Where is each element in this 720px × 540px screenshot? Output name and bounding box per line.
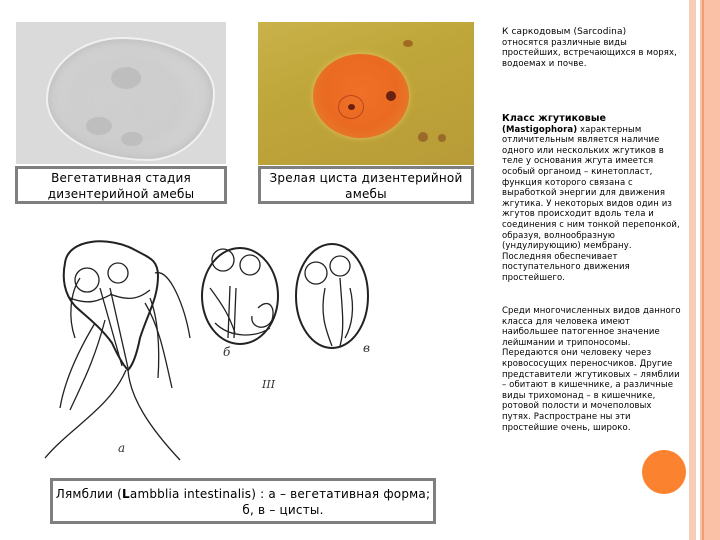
caption-vegetative-amoeba bbox=[15, 166, 227, 204]
decor-stripe-line bbox=[702, 0, 704, 540]
paragraph-heading: Класс жгутиковые bbox=[502, 113, 607, 124]
caption-line: б, в – цисты. bbox=[242, 503, 324, 517]
cyst-nucleus-dot bbox=[386, 91, 396, 101]
decor-stripe-left bbox=[689, 0, 696, 540]
caption-line bbox=[53, 486, 433, 502]
amoeba-inclusion bbox=[111, 67, 141, 89]
paragraph-mastigophora bbox=[502, 114, 682, 284]
debris bbox=[403, 40, 413, 47]
cyst-nucleus-dot bbox=[348, 104, 355, 110]
caption-lamblia bbox=[50, 478, 436, 524]
paragraph-pathogens bbox=[502, 306, 682, 433]
paragraph-text: Среди многочисленных видов данного класса для человека имеют наибольшее патогенное значение лейшмании и трипоносомы. Передаются они человеку через кровососущих переносчиков. Другие представители жгутиковых – лямблии – обитают в кишечнике, а различные виды трихомонад – в кишечнике, ротовой полости и мочеполовых путях. Распростране ны эти простейшие очень, широко. bbox=[502, 306, 681, 433]
caption-rest: ambblia intestinalis) : а – вегетативная форма; bbox=[129, 487, 431, 501]
caption-mature-cyst bbox=[258, 166, 474, 204]
vegetative-amoeba-photo bbox=[16, 22, 226, 164]
lamblia-drawing bbox=[40, 228, 390, 464]
paragraph-sarcodina bbox=[502, 27, 682, 69]
label-v: в bbox=[363, 341, 370, 355]
amoeba-inclusion bbox=[121, 132, 143, 146]
mature-cyst-photo bbox=[258, 22, 474, 165]
debris bbox=[418, 132, 428, 142]
latin-term: (Mastigophora) bbox=[502, 124, 578, 135]
caption-line: амебы bbox=[345, 187, 387, 201]
paragraph-text: относятся различные виды простейших, встречающихся в морях, водоемах и почве. bbox=[502, 37, 677, 69]
label-a: а bbox=[118, 441, 126, 455]
caption-bold-letter: L bbox=[122, 487, 130, 501]
caption-line: дизентерийной амебы bbox=[47, 187, 195, 201]
caption-line: Зрелая циста дизентерийной bbox=[269, 171, 463, 185]
amoeba-inclusion bbox=[86, 117, 112, 135]
caption-line: Вегетативная стадия bbox=[51, 171, 191, 185]
caption-prefix: Лямблии ( bbox=[55, 487, 123, 501]
decor-orange-circle bbox=[642, 450, 686, 494]
paragraph-text: характерным отличительным является наличие одного или нескольких жгутиков в теле у основания жгута имеется особый органоид – кинетопласт, функция которого связана с выработкой энергии для движения жгутика. У некоторых видов один из жгутов происходит вдоль тела и соединения с ним тонкой перепонкой, образуя, волнообразную (ундулирующию) мембрану. Последняя обеспечивает поступательного движения простейшего. bbox=[502, 124, 680, 283]
label-b: б bbox=[223, 345, 231, 359]
paragraph-first-line: К саркодовым (Sarcodina) bbox=[502, 27, 627, 37]
debris bbox=[438, 134, 446, 142]
lamblia-illustration bbox=[40, 228, 390, 464]
label-roman: III bbox=[262, 378, 276, 391]
